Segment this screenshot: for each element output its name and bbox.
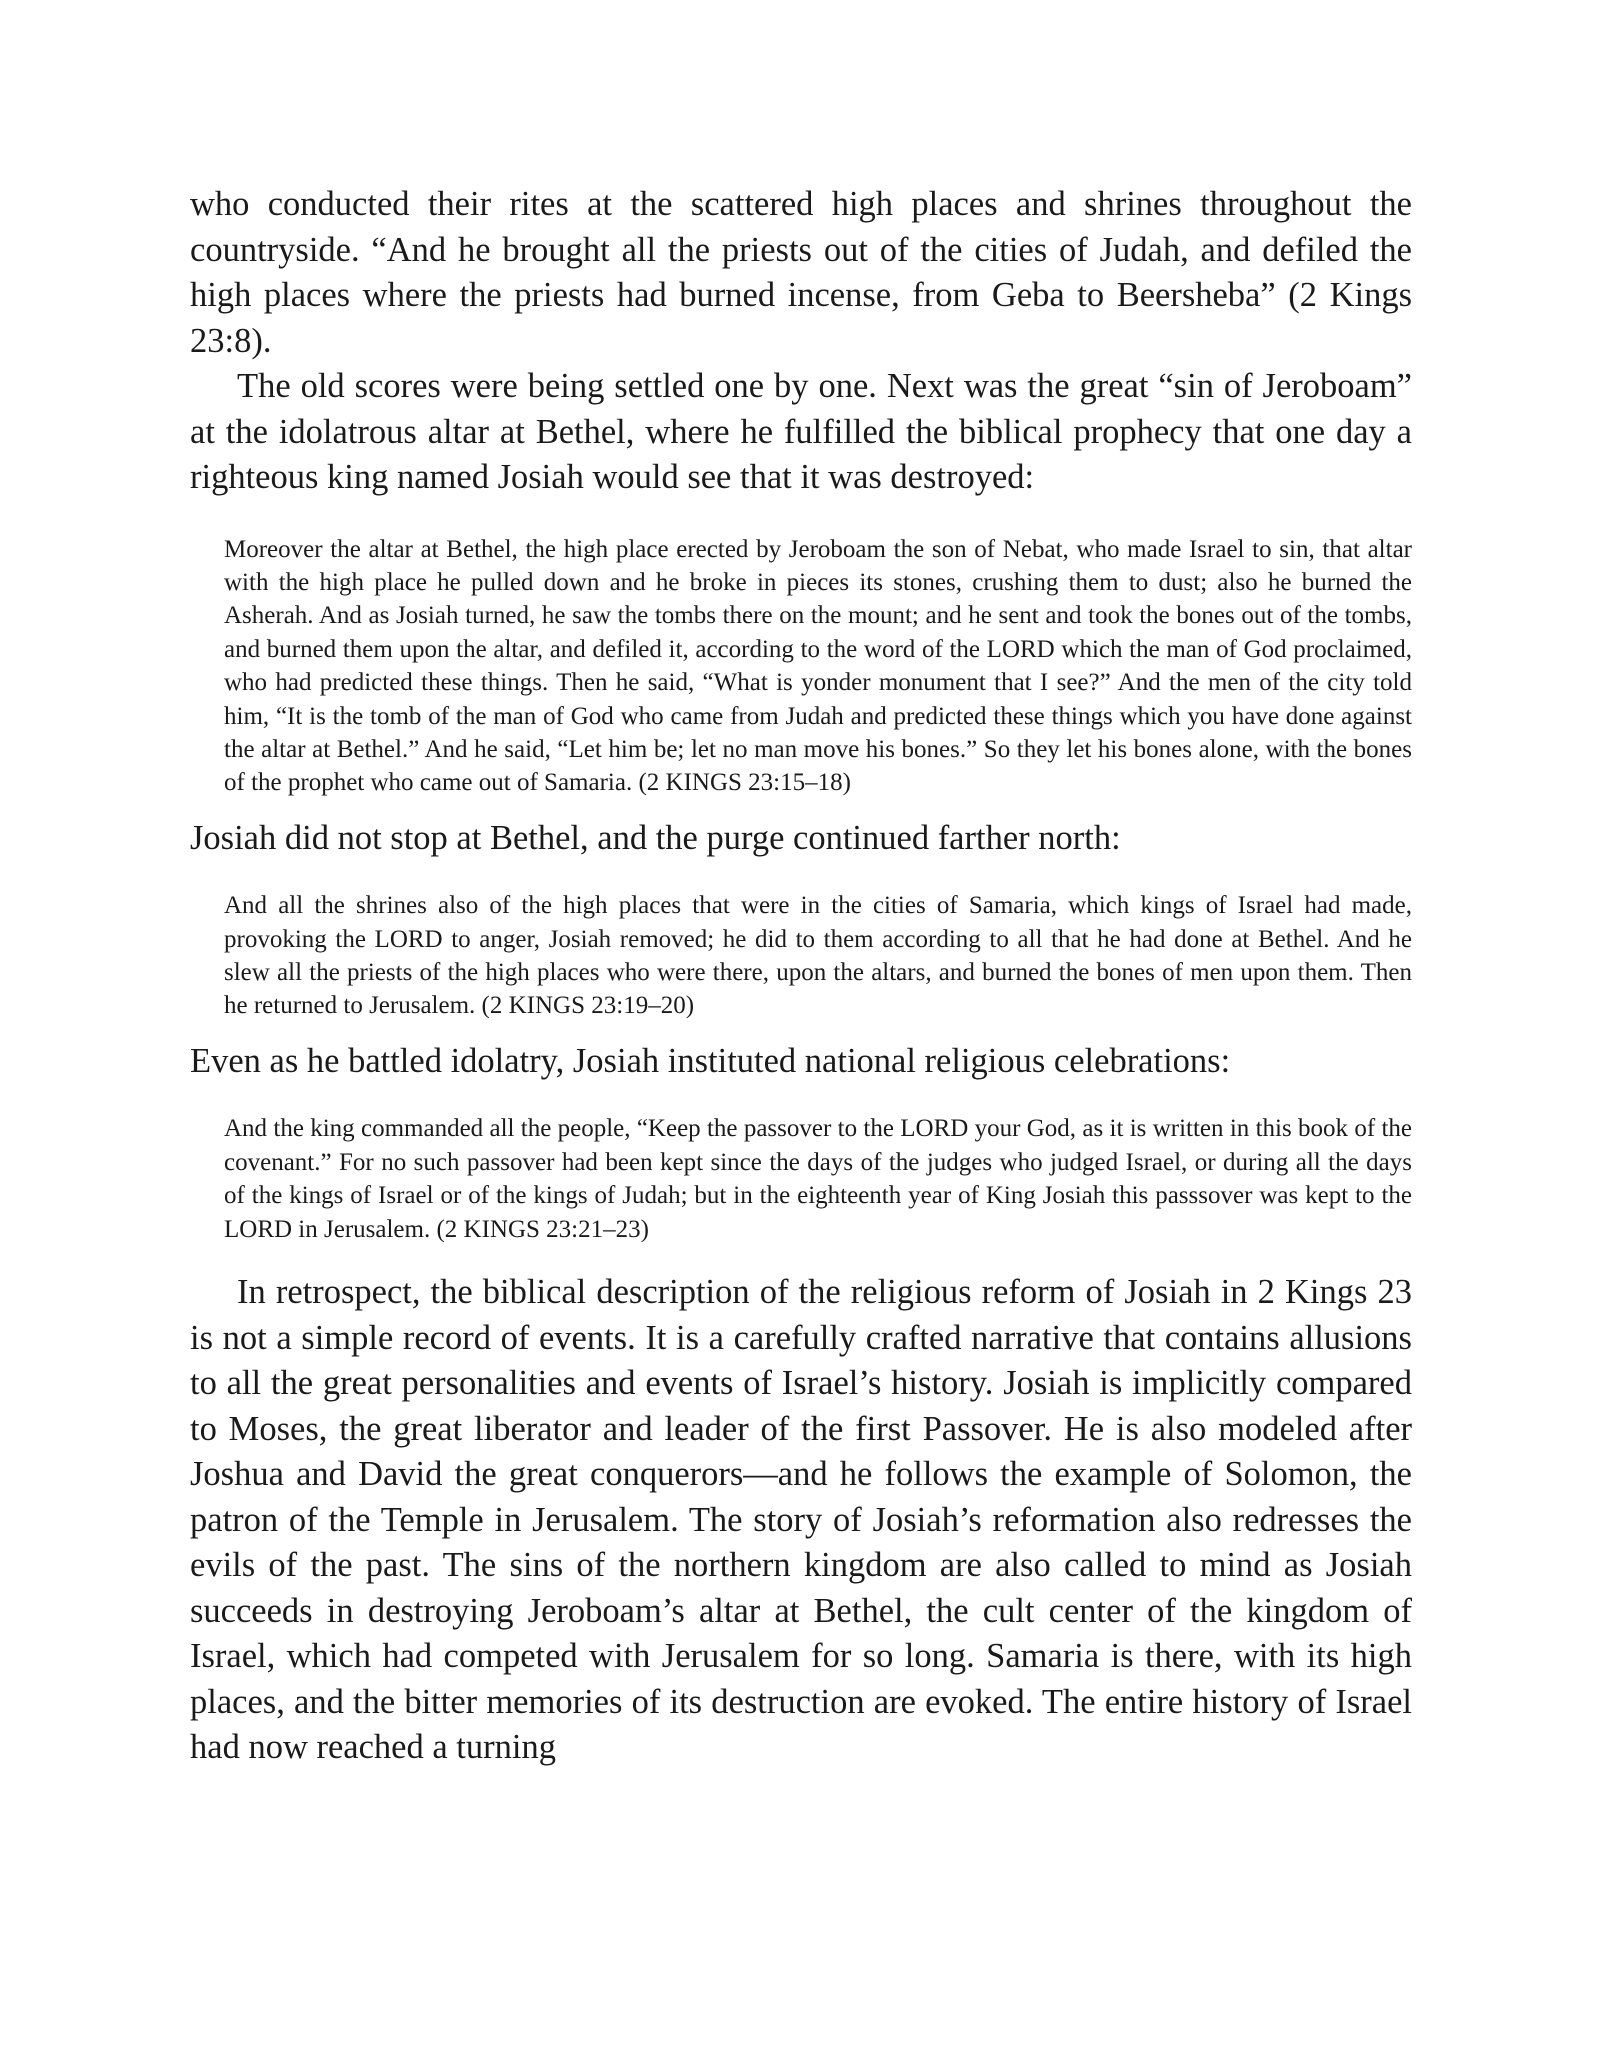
block-quote-bethel: Moreover the altar at Bethel, the high place erected by Jeroboam the son of Nebat, who made Israel to sin, that altar with the high place he pulled down and he broke in pieces its stones, crushing them to dust; also he burned the Asherah. And as Josiah turned, he saw the tombs there on the mount; and he sent and took the bones out of the tombs, and burned them upon the altar, and defiled it, according to the word of the LORD which the man of God proclaimed, who had predicted these things. Then he said, “What is yonder monument that I see?” And the men of the city told him, “It is the tomb of the man of God who came from Judah and predicted these things which you have done against the altar at Bethel.” And he said, “Let him be; let no man move his bones.” So they let his bones alone, with the bones of the prophet who came out of Samaria. (2 KINGS 23:15–18) [224, 535, 1412, 797]
page-content [190, 182, 1412, 1771]
paragraph-continuation: who conducted their rites at the scattered high places and shrines throughout the countryside. “And he brought all the priests out of the cities of Judah, and defiled the high places where the priests had burned incense, from Geba to Beersheba” (2 Kings 23:8). [190, 185, 1412, 360]
block-quote-passover: And the king commanded all the people, “Keep the passover to the LORD your God, as it is written in this book of the covenant.” For no such passover had been kept since the days of the judges who judged Israel, or during all the days of the kings of Israel or of the kings of Judah; but in the eighteenth year of King Josiah this passsover was kept to the LORD in Jerusalem. (2 KINGS 23:21–23) [224, 1115, 1412, 1243]
paragraph-jeroboam-altar: The old scores were being settled one by one. Next was the great “sin of Jeroboam” at the idolatrous altar at Bethel, where he fulfilled the biblical prophecy that one day a righteous king named Josiah would see that it was destroyed: [190, 367, 1412, 496]
paragraph-celebrations: Even as he battled idolatry, Josiah instituted national religious celebrations: [190, 1041, 1231, 1080]
block-quote-samaria: And all the shrines also of the high places that were in the cities of Samaria, which kings of Israel had made, provoking the LORD to anger, Josiah removed; he did to them according to all that he had done at Bethel. And he slew all the priests of the high places who were there, upon the altars, and burned the bones of men upon them. Then he returned to Jerusalem. (2 KINGS 23:19–20) [224, 892, 1412, 1020]
paragraph-retrospect: In retrospect, the biblical description of the religious reform of Josiah in 2 Kings 23 is not a simple record of events. It is a carefully crafted narrative that contains allusions to all the great personalities and events of Israel’s history. Josiah is implicitly compared to Moses, the great liberator and leader of the first Passover. He is also modeled after Joshua and David the great conquerors—and he follows the example of Solomon, the patron of the Temple in Jerusalem. The story of Josiah’s reformation also redresses the evils of the past. The sins of the northern kingdom are also called to mind as Josiah succeeds in destroying Jeroboam’s altar at Bethel, the cult center of the kingdom of Israel, which had competed with Jerusalem for so long. Samaria is there, with its high places, and the bitter memories of its destruction are evoked. The entire history of Israel had now reached a turning [190, 1273, 1412, 1766]
paragraph-purge-north: Josiah did not stop at Bethel, and the purge continued farther north: [190, 818, 1121, 857]
